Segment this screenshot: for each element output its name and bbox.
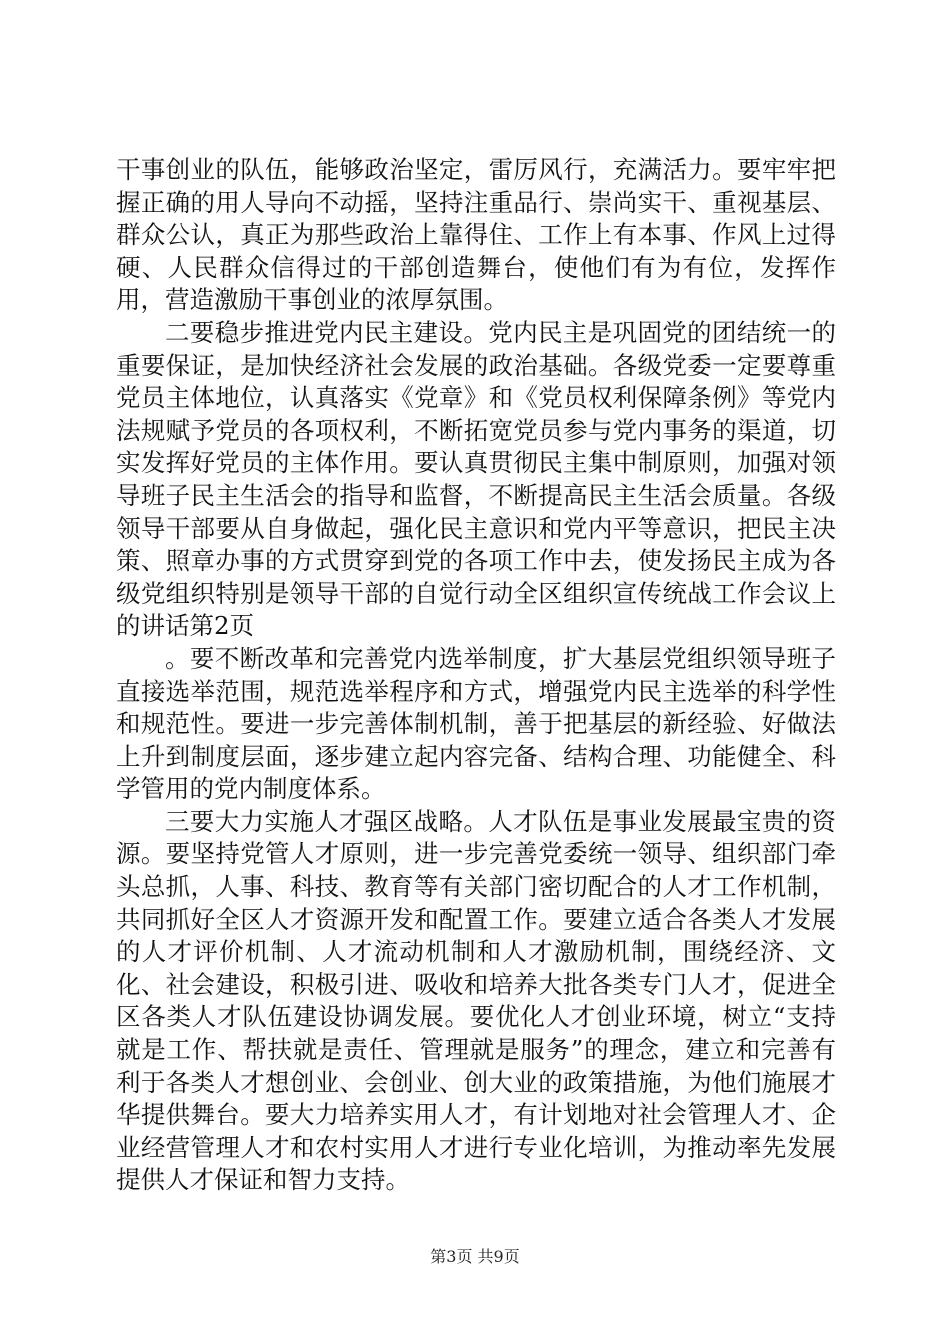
paragraph-4: 三要大力实施人才强区战略。人才队伍是事业发展最宝贵的资源。要坚持党管人才原则，进一步完善党委统一领导、组织部门牵头总抓，人事、科技、教育等有关部门密切配合的人才工作机制，共同抓好全区人才资源开发和配置工作。要建立适合各类人才发展的人才评价机制、人才流动机制和人才激励机制，围绕经济、文化、社会建设，积极引进、吸收和培养大批各类专门人才，促进全区各类人才队伍建设协调发展。要优化人才创业环境，树立“支持就是工作、帮扶就是责任、管理就是服务”的理念，建立和完善有利于各类人才想创业、会创业、创大业的政策措施，为他们施展才华提供舞台。要大力培养实用人才，有计划地对社会管理人才、企业经营管理人才和农村实用人才进行专业化培训，为推动率先发展提供人才保证和智力支持。: [116, 806, 836, 1195]
page-footer: [0, 1244, 950, 1267]
paragraph-2: 二要稳步推进党内民主建设。党内民主是巩固党的团结统一的重要保证，是加快经济社会发展的政治基础。各级党委一定要尊重党员主体地位，认真落实《党章》和《党员权利保障条例》等党内法规赋予党员的各项权利，不断拓宽党员参与党内事务的渠道，切实发挥好党员的主体作用。要认真贯彻民主集中制原则，加强对领导班子民主生活会的指导和监督，不断提高民主生活会质量。各级领导干部要从自身做起，强化民主意识和党内平等意识，把民主决策、照章办事的方式贯穿到党的各项工作中去，使发扬民主成为各级党组织特别是领导干部的自觉行动全区组织宣传统战工作会议上的讲话第2页: [116, 317, 836, 641]
paragraph-3: 。要不断改革和完善党内选举制度，扩大基层党组织领导班子直接选举范围，规范选举程序和方式，增强党内民主选举的科学性和规范性。要进一步完善体制机制，善于把基层的新经验、好做法上升到制度层面，逐步建立起内容完备、结构合理、功能健全、科学管用的党内制度体系。: [116, 643, 836, 804]
paragraph-1: 干事创业的队伍，能够政治坚定，雷厉风行，充满活力。要牢牢把握正确的用人导向不动摇，坚持注重品行、崇尚实干、重视基层、群众公认，真正为那些政治上靠得住、工作上有本事、作风上过得硬、人民群众信得过的干部创造舞台，使他们有为有位，发挥作用，营造激励干事创业的浓厚氛围。: [116, 155, 836, 315]
page-number: 第3页 共9页: [430, 1247, 520, 1266]
document-body: [116, 154, 836, 1197]
